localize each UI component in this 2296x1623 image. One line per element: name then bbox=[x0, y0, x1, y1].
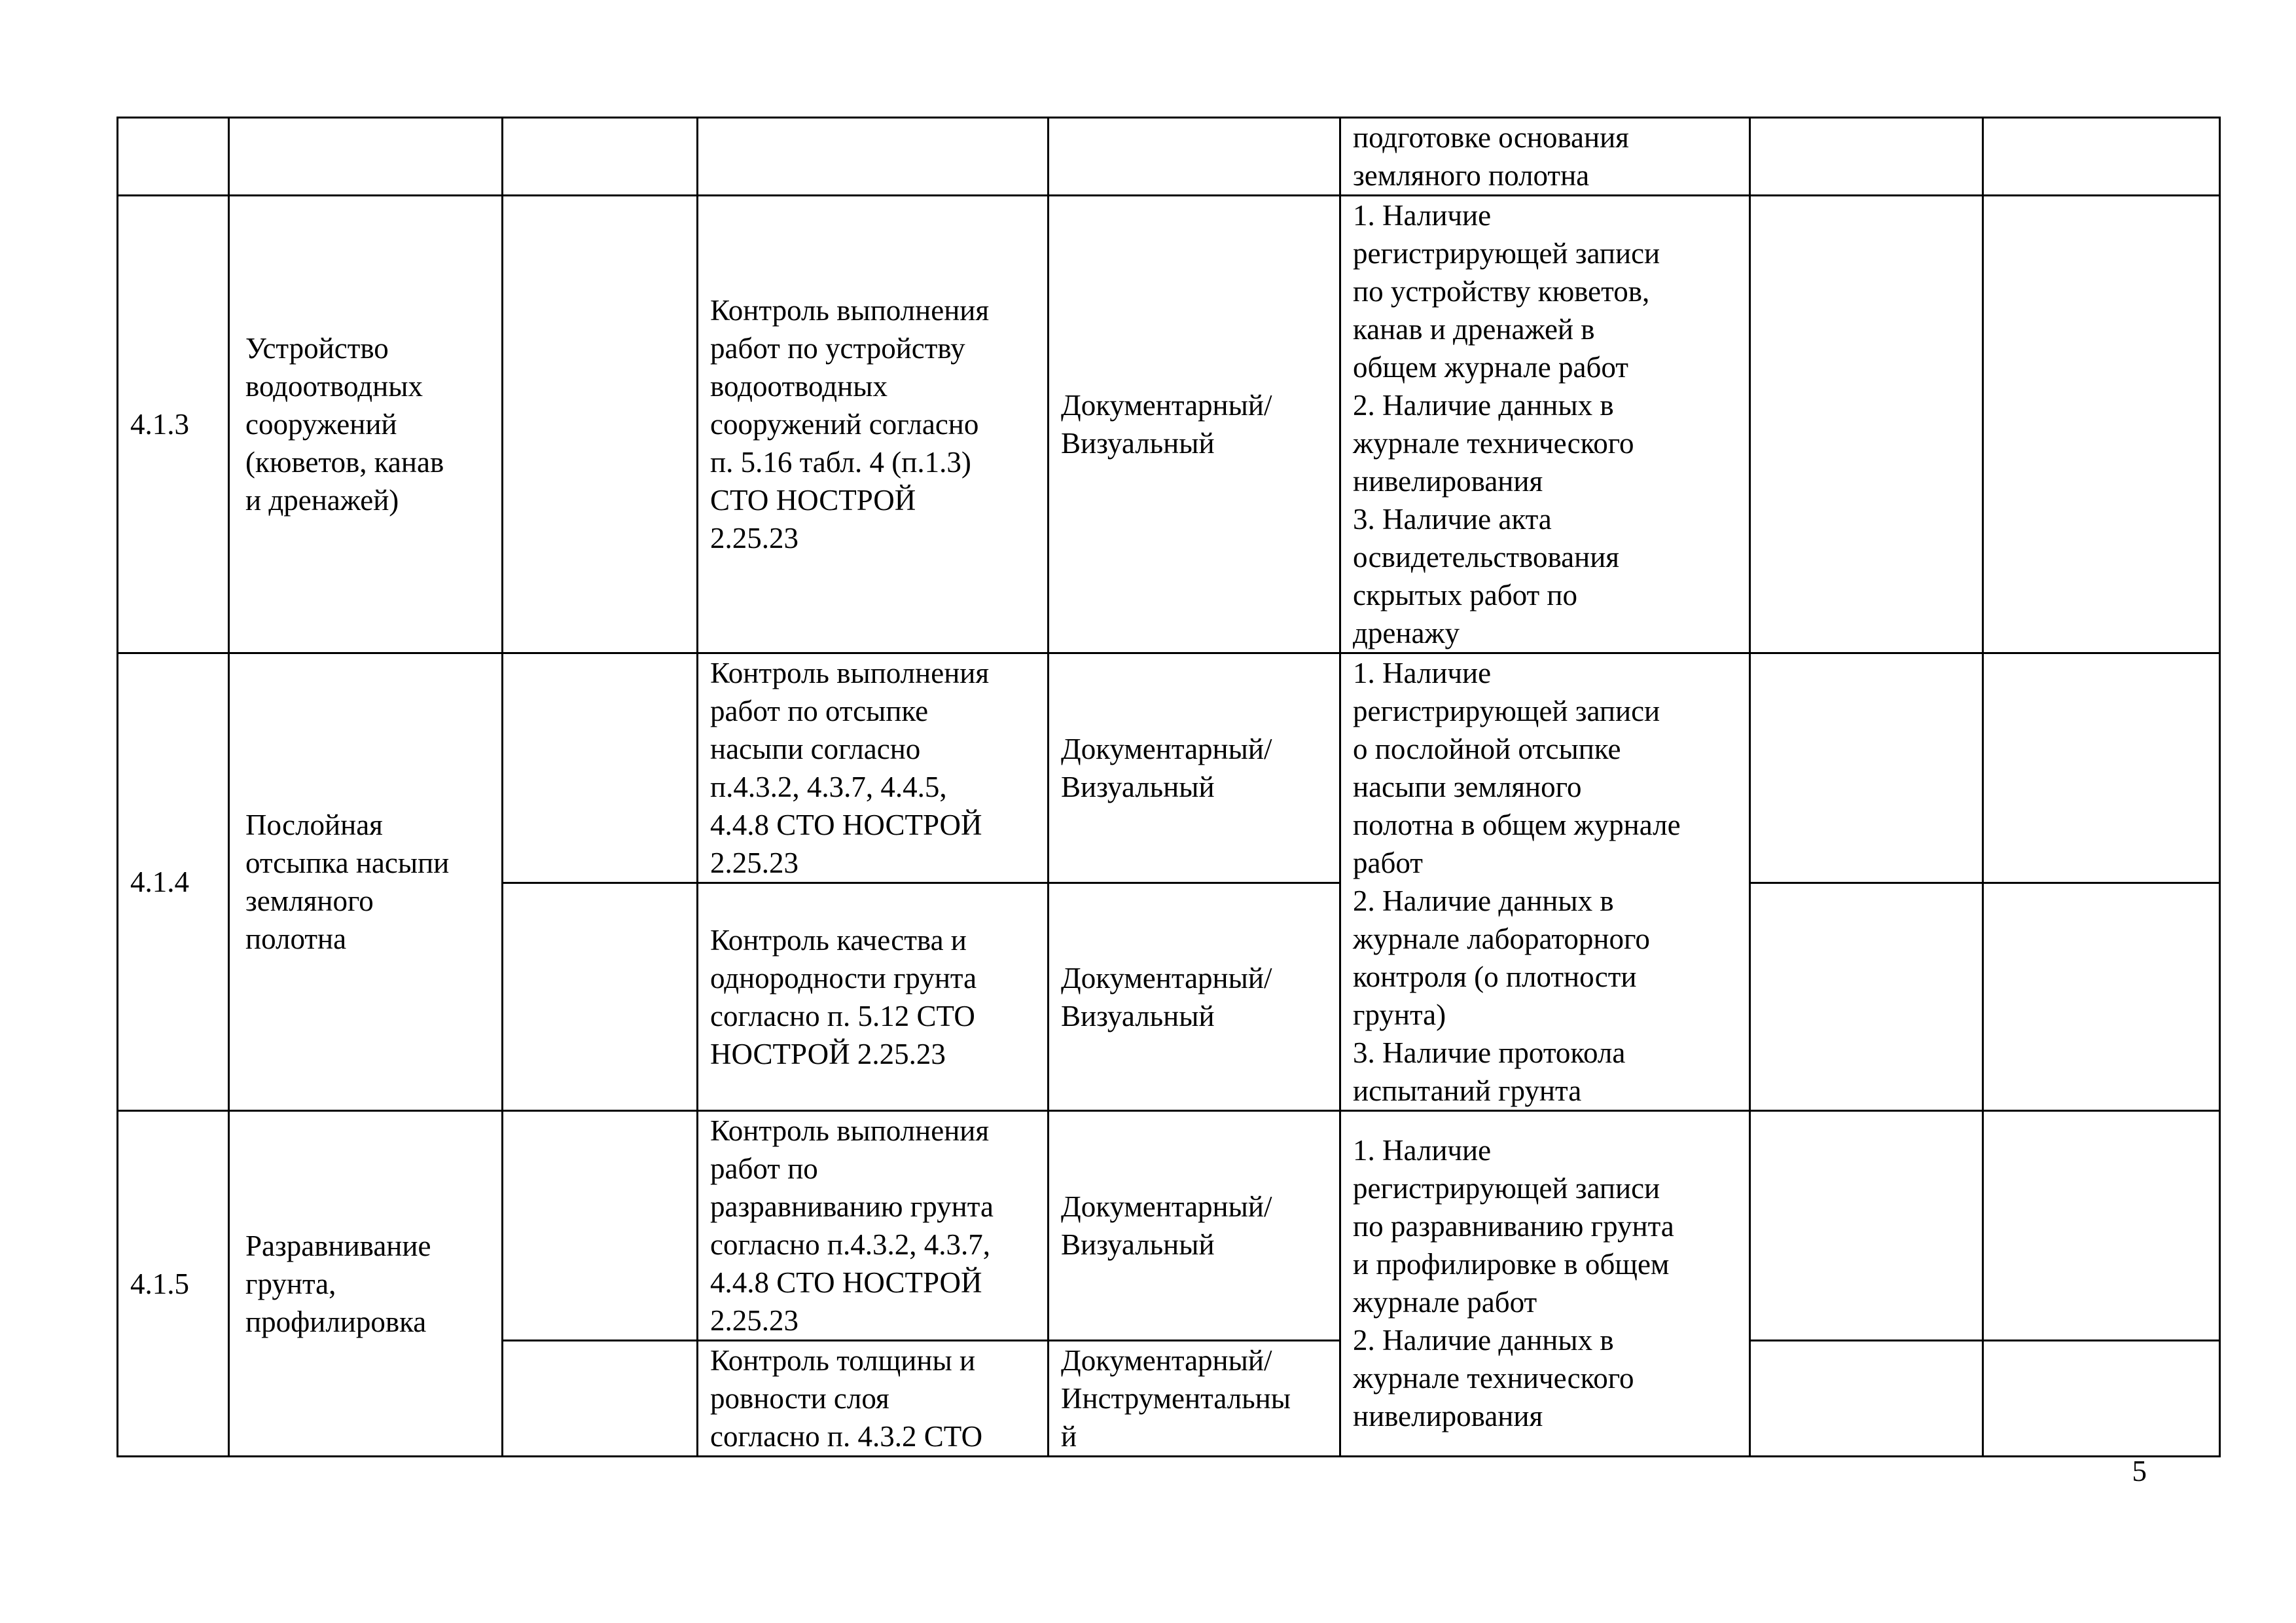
cell-empty bbox=[1983, 653, 2220, 883]
cell-work-name: Разравнивание грунта, профилировка bbox=[229, 1111, 503, 1457]
cell-empty bbox=[1750, 196, 1983, 653]
cell-control: Контроль выполнения работ по разравниванию грунта согласно п.4.3.2, 4.3.7, 4.4.8 СТО НОСТРОЙ 2.25.23 bbox=[698, 1111, 1049, 1341]
cell-empty bbox=[1750, 883, 1983, 1111]
cell-empty bbox=[1983, 1111, 2220, 1341]
page-number: 5 bbox=[2132, 1455, 2147, 1487]
cell-empty bbox=[1750, 1111, 1983, 1341]
cell-empty bbox=[1750, 1341, 1983, 1457]
cell-requirements: 1. Наличие регистрирующей записи по устройству кюветов, канав и дренажей в общем журнале работ 2. Наличие данных в журнале технического нивелирования 3. Наличие акта освидетельствования скрытых работ по дренажу bbox=[1340, 196, 1750, 653]
cell-requirements: 1. Наличие регистрирующей записи по разравниванию грунта и профилировке в общем журнале работ 2. Наличие данных в журнале технического нивелирования bbox=[1340, 1111, 1750, 1457]
cell-empty bbox=[1750, 118, 1983, 196]
cell-empty bbox=[503, 1341, 698, 1457]
cell-requirements: 1. Наличие регистрирующей записи о послойной отсыпке насыпи земляного полотна в общем журнале работ 2. Наличие данных в журнале лабораторного контроля (о плотности грунта) 3. Наличие протокола испытаний грунта bbox=[1340, 653, 1750, 1111]
cell-empty bbox=[1983, 196, 2220, 653]
cell-empty bbox=[1983, 1341, 2220, 1457]
cell-requirements: подготовке основания земляного полотна bbox=[1340, 118, 1750, 196]
cell-empty bbox=[1983, 883, 2220, 1111]
cell-work-name: Устройство водоотводных сооружений (кюветов, канав и дренажей) bbox=[229, 196, 503, 653]
cell-method: Документарный/ Визуальный bbox=[1049, 883, 1340, 1111]
table-row bbox=[118, 1111, 2220, 1341]
cell-control: Контроль выполнения работ по устройству водоотводных сооружений согласно п. 5.16 табл. 4 (п.1.3) СТО НОСТРОЙ 2.25.23 bbox=[698, 196, 1049, 653]
cell-method: Документарный/ Инструментальны й bbox=[1049, 1341, 1340, 1457]
cell-empty bbox=[1983, 118, 2220, 196]
cell-work-name: Послойная отсыпка насыпи земляного полотна bbox=[229, 653, 503, 1111]
cell-method: Документарный/ Визуальный bbox=[1049, 196, 1340, 653]
cell-control: Контроль толщины и ровности слоя согласно п. 4.3.2 СТО bbox=[698, 1341, 1049, 1457]
cell-number: 4.1.3 bbox=[118, 196, 229, 653]
cell-empty bbox=[503, 118, 698, 196]
cell-number bbox=[118, 118, 229, 196]
cell-empty bbox=[1750, 653, 1983, 883]
cell-empty bbox=[503, 883, 698, 1111]
cell-empty bbox=[503, 653, 698, 883]
table-row bbox=[118, 196, 2220, 653]
cell-empty bbox=[503, 1111, 698, 1341]
cell-method: Документарный/ Визуальный bbox=[1049, 653, 1340, 883]
cell-work-name bbox=[229, 118, 503, 196]
cell-method bbox=[1049, 118, 1340, 196]
cell-empty bbox=[503, 196, 698, 653]
table-row bbox=[118, 118, 2220, 196]
cell-number: 4.1.4 bbox=[118, 653, 229, 1111]
cell-control: Контроль качества и однородности грунта согласно п. 5.12 СТО НОСТРОЙ 2.25.23 bbox=[698, 883, 1049, 1111]
cell-method: Документарный/ Визуальный bbox=[1049, 1111, 1340, 1341]
table-row bbox=[118, 653, 2220, 883]
cell-number: 4.1.5 bbox=[118, 1111, 229, 1457]
control-table bbox=[117, 117, 2221, 1457]
cell-control bbox=[698, 118, 1049, 196]
cell-control: Контроль выполнения работ по отсыпке насыпи согласно п.4.3.2, 4.3.7, 4.4.5, 4.4.8 СТО НОСТРОЙ 2.25.23 bbox=[698, 653, 1049, 883]
